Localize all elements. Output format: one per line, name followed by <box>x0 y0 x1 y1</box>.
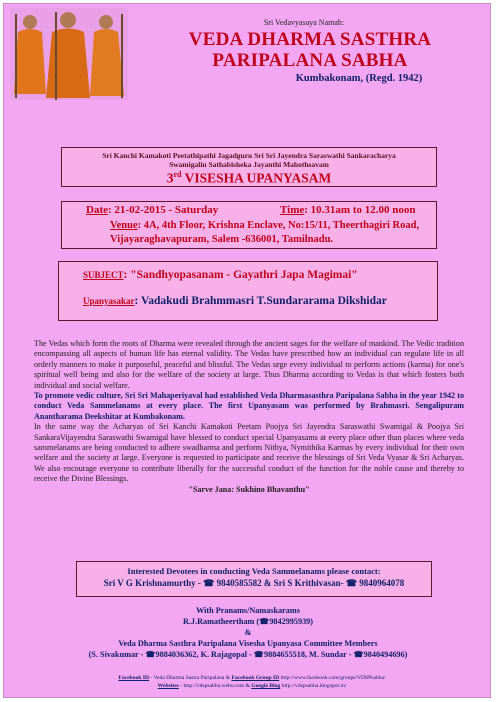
facebook-group-url[interactable]: http://www.facebook.com/groups/VDSPsabha/ <box>279 675 386 681</box>
facebook-line <box>32 674 472 682</box>
contact-phones: Sri V G Krishnamurthy - ☎ 9840585582 & Sri S Krithivasan- ☎ 9840964078 <box>103 578 405 588</box>
facebook-link[interactable]: Facebook ID <box>118 675 150 681</box>
date-label: Date <box>86 204 108 216</box>
body-paragraph-2: To promote vedic culture, Sri Sri Mahaperiyaval had established Veda Dharmasasthra Paripalana Sabha in the year 1942 to conduct Veda Sammelanams at every place. The first Upanyasam was performed by Brahmasri. Sengalipuram Anantharama Deekshitar at Kumbakonam. <box>34 391 464 421</box>
body-paragraph-3: In the same way the Acharyas of Sri Kanchi Kamakoti Peetam Poojya Sri Jayendra Saraswathi Swamigal & Poojya Sri SankaraVijayendra Saraswathi Swamigal have blessed to conduct special Upanyasams at every place other than places where veda sammelanams are being conducted to adhere swadharma and perform Nithya, Nymithika Karmas by every individual for their own welfare and the society at large. Everyone is requested to participate and receive the blessings of Sri Veda Vyasar & Sri Acharyas. We also encourage everyone to contribute liberally for the successful conduct of the function for the noble cause and thereby to receive the Divine Blessings. <box>34 422 464 484</box>
facebook-group-link[interactable]: Facebook Group ID <box>231 675 280 681</box>
org-title-line1: VEDA DHARMA SASTHRA <box>188 29 432 50</box>
body-paragraph-1: The Vedas which form the roots of Dharma were revealed through the ancient sages for the welfare of mankind. The Vedic tradition encompassing all aspects of human life has eternal validity. The Vedas have prescribed how an individual can regulate life in all orderly manners to make it purposeful, peaceful and blissful. The Vedas urge every individual to perform actions (karma) for one's spiritual well being and also for the welfare of the society at large. Thus Dharma according to Vedas is that which fosters both individual and social welfare. <box>34 339 464 390</box>
dedication-line1: Sri Kanchi Kamakoti Peetathipathi Jagadguru Sri Sri Jayendra Saraswathi Sankaracharya <box>102 151 396 160</box>
links-block <box>32 674 472 690</box>
venue-line1: : 4A, 4th Floor, Krishna Enclave, No:15/11, Theerthagiri Road, <box>137 220 420 231</box>
org-location: Kumbakonam, (Regd. 1942) <box>295 73 423 84</box>
footer-block <box>14 605 482 660</box>
pranams-text: With Pranams/Namaskarams <box>196 606 300 615</box>
subject-line <box>83 269 358 281</box>
dedication-line2: Swamigalin Sathabisheka Jayanthi Mahothsavam <box>169 160 329 169</box>
schedule-box <box>61 201 437 249</box>
venue-line2: Vijayaraghavapuram, Salem -636001, Tamilnadu. <box>110 234 334 245</box>
date-value: : 21-02-2015 - Saturday <box>108 204 219 216</box>
description-body <box>34 339 464 495</box>
subject-value: : "Sandhyopasanam - Gayathri Japa Magimai" <box>123 269 358 281</box>
google-blog-url[interactable]: http://vdspsabha.blogspot.in/ <box>280 683 347 689</box>
time-line <box>280 204 415 216</box>
date-line <box>86 204 218 216</box>
contact-heading: Interested Devotees in conducting Veda Sammelanams please contact: <box>127 566 381 576</box>
contact-box <box>76 561 432 597</box>
speaker-label: Upanyasakar <box>83 296 135 306</box>
organizer-name: R.J.Ramatheertham (☎9842995939) <box>182 617 314 626</box>
upanyasam-number: 3 <box>166 170 174 186</box>
event-title-box <box>61 147 437 187</box>
websites-line <box>32 682 472 690</box>
websites-link[interactable]: Websites <box>157 683 179 689</box>
acharyas-photo <box>10 8 128 100</box>
speaker-line <box>83 295 387 307</box>
time-value: : 10.31am to 12.00 noon <box>304 204 416 216</box>
subject-box <box>58 261 438 321</box>
upanyasam-heading <box>62 170 436 187</box>
invocation-text: Sri Vedavyasaya Namah: <box>263 18 345 27</box>
venue-label: Venue <box>110 220 138 231</box>
subject-label: SUBJECT <box>83 270 124 280</box>
upanyasam-title: VISESHA UPANYASAM <box>184 170 332 186</box>
websites-text[interactable]: - http://vdspsabha.webs.com & <box>178 683 252 689</box>
dedication-text <box>62 151 436 169</box>
upanyasam-ordinal: rd <box>173 170 182 179</box>
committee-members: (S. Sivakumar - ☎9884036362, K. Rajagopal - ☎9884655518, M. Sundar - ☎9840494696) <box>88 650 408 659</box>
google-blog-link[interactable]: Google Blog <box>251 683 281 689</box>
speaker-value: : Vadakudi Brahmmasri T.Sundararama Dikshidar <box>134 295 387 307</box>
committee-name: Veda Dharma Sasthra Paripalana Visesha Upanyasa Committee Members <box>118 639 378 648</box>
facebook-text: - Veda Dharma Sastra Paripalana & <box>149 675 232 681</box>
time-label: Time <box>280 204 305 216</box>
org-title-line2: PARIPALANA SABHA <box>212 50 408 71</box>
ampersand: & <box>244 628 252 637</box>
venue-block <box>110 219 430 247</box>
blessing-quote: "Sarve Jana: Sukhino Bhavanthu" <box>188 484 310 494</box>
flyer-page <box>3 3 491 698</box>
